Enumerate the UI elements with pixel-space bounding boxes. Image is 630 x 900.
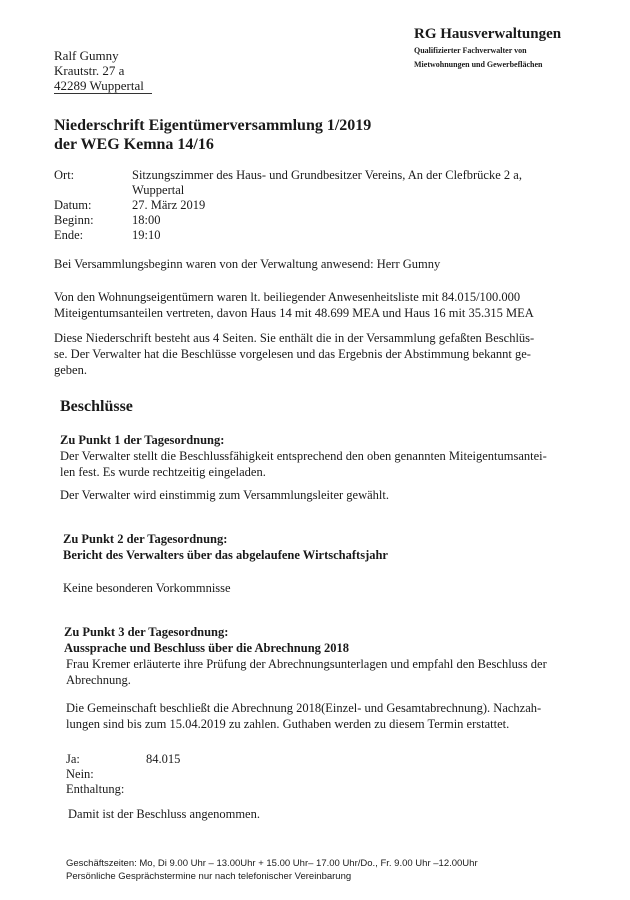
vote-label: Enthaltung: [66, 782, 125, 796]
agenda-item-2 [63, 531, 583, 563]
section-heading: Beschlüsse [60, 398, 133, 415]
meta-value: Sitzungszimmer des Haus- und Grundbesitzer Vereins, An der Clefbrücke 2 a, [132, 168, 522, 182]
agenda-item-3-resolution [66, 700, 586, 732]
meta-row [54, 228, 522, 243]
item-text: lungen sind bis zum 15.04.2019 zu zahlen. Guthaben werden zu diesem Termin erstattet. [66, 717, 510, 731]
conclusion-text: Damit ist der Beschluss angenommen. [68, 807, 260, 821]
meta-label: Ort: [54, 168, 75, 182]
info-line: geben. [54, 363, 87, 377]
title-line-1: Niederschrift Eigentümerversammlung 1/2019 [54, 117, 372, 134]
vote-row [66, 767, 180, 782]
vote-value: 84.015 [146, 752, 181, 766]
info-line: se. Der Verwalter hat die Beschlüsse vorgelesen und das Ergebnis der Abstimmung bekannt ge- [54, 347, 531, 361]
document-title [54, 116, 371, 154]
sender-address [54, 48, 152, 94]
vote-results [66, 752, 180, 797]
vote-label: Ja: [66, 752, 80, 766]
meeting-details [54, 168, 522, 243]
company-tagline-2: Mietwohnungen und Gewerbeflächen [414, 60, 543, 69]
agenda-item-2-text [63, 580, 583, 596]
agenda-item-1 [60, 432, 580, 480]
owners-paragraph [54, 289, 574, 321]
company-letterhead [414, 26, 561, 71]
item-heading: Zu Punkt 1 der Tagesordnung: [60, 433, 225, 447]
company-name: RG Hausverwaltungen [414, 26, 562, 42]
item-text: Abrechnung. [66, 673, 131, 687]
agenda-item-1-election [60, 487, 580, 503]
info-line: Diese Niederschrift besteht aus 4 Seiten. Sie enthält die in der Versammlung gefaßten Beschlüs- [54, 331, 535, 345]
meta-row [54, 213, 522, 228]
title-line-2: der WEG Kemna 14/16 [54, 136, 214, 153]
meta-row [54, 198, 522, 213]
item-text: Der Verwalter stellt die Beschlussfähigkeit entsprechend den oben genannten Miteigentumsantei- [60, 449, 547, 463]
attendance-text: Bei Versammlungsbeginn waren von der Verwaltung anwesend: Herr Gumny [54, 257, 441, 271]
vote-row [66, 782, 180, 797]
agenda-item-3-review [66, 656, 586, 688]
info-paragraph [54, 330, 574, 378]
meta-value: 27. März 2019 [132, 198, 206, 212]
item-subheading: Aussprache und Beschluss über die Abrechnung 2018 [64, 641, 350, 655]
item-text: Die Gemeinschaft beschließt die Abrechnung 2018(Einzel- und Gesamtabrechnung). Nachzah- [66, 701, 542, 715]
item-heading: Zu Punkt 3 der Tagesordnung: [64, 625, 229, 639]
meta-label [54, 183, 132, 198]
meta-value: 19:10 [132, 228, 161, 242]
meta-label: Datum: [54, 198, 92, 212]
sender-name: Ralf Gumny [54, 48, 119, 63]
page-footer [66, 857, 478, 883]
item-text: Frau Kremer erläuterte ihre Prüfung der Abrechnungsunterlagen und empfahl den Beschluss der [66, 657, 547, 671]
meta-label: Beginn: [54, 213, 94, 227]
vote-row [66, 752, 180, 767]
meta-value: Wuppertal [132, 183, 185, 197]
sender-city: 42289 Wuppertal [54, 78, 152, 94]
meta-value: 18:00 [132, 213, 161, 227]
item-subheading: Bericht des Verwalters über das abgelaufene Wirtschaftsjahr [63, 548, 388, 562]
appointment-note: Persönliche Gesprächstermine nur nach telefonischer Vereinbarung [66, 871, 352, 882]
meta-row [54, 168, 522, 183]
company-tagline-1: Qualifizierter Fachverwalter von [414, 46, 527, 55]
item-text: len fest. Es wurde rechtzeitig eingeladen. [60, 465, 266, 479]
conclusion [68, 806, 588, 822]
meta-label: Ende: [54, 228, 84, 242]
owners-line: Von den Wohnungseigentümern waren lt. beiliegender Anwesenheitsliste mit 84.015/100.000 [54, 290, 521, 304]
item-text: Der Verwalter wird einstimmig zum Versammlungsleiter gewählt. [60, 488, 389, 502]
business-hours: Geschäftszeiten: Mo, Di 9.00 Uhr – 13.00Uhr + 15.00 Uhr– 17.00 Uhr/Do., Fr. 9.00 Uhr –12.00Uhr [66, 858, 478, 869]
item-text: Keine besonderen Vorkommnisse [63, 581, 231, 595]
meta-row [54, 183, 522, 198]
agenda-item-3 [64, 624, 584, 656]
attendance-paragraph [54, 256, 574, 272]
sender-street: Krautstr. 27 a [54, 63, 125, 78]
owners-line: Miteigentumsanteilen vertreten, davon Haus 14 mit 48.699 MEA und Haus 16 mit 35.315 MEA [54, 306, 534, 320]
vote-label: Nein: [66, 767, 94, 781]
item-heading: Zu Punkt 2 der Tagesordnung: [63, 532, 228, 546]
